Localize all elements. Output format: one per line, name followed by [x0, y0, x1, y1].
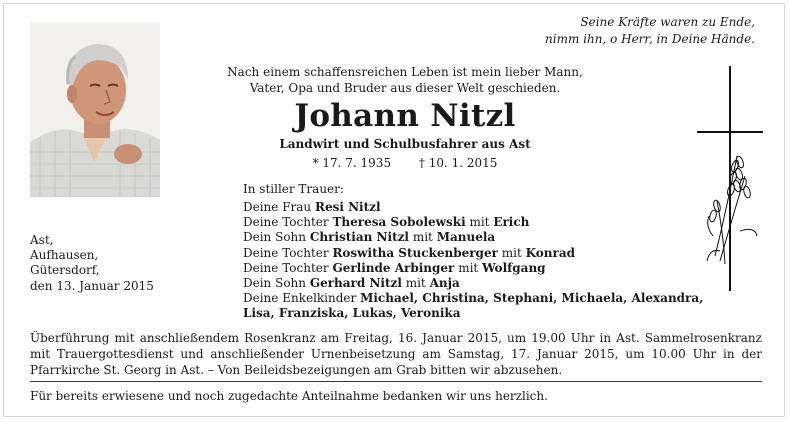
- motto-line-2: nimm ihn, o Herr, in Deine Hände.: [545, 32, 755, 46]
- intro-text: [220, 64, 590, 96]
- deceased-name: Johann Nitzl: [294, 98, 516, 134]
- survivor-row: Dein Sohn Gerhard Nitzl mit Anja: [243, 276, 460, 291]
- motto-line-1: Seine Kräfte waren zu Ende,: [580, 15, 755, 29]
- grandchildren-row: Deine Enkelkinder Michael, Christina, Stephani, Michaela, Alexandra,: [243, 291, 704, 306]
- portrait-illustration: [30, 22, 160, 197]
- survivor-row: Dein Sohn Christian Nitzl mit Manuela: [243, 230, 496, 245]
- place-line: Aufhausen,: [30, 248, 99, 263]
- portrait-photo: [30, 22, 160, 197]
- survivor-partner: Konrad: [525, 245, 575, 260]
- survivor-name: Christian Nitzl: [309, 230, 409, 245]
- survivor-name: Roswitha Stuckenberger: [332, 245, 498, 260]
- birth-date: * 17. 7. 1935: [312, 156, 392, 170]
- survivor-row: Deine Frau Resi Nitzl: [243, 200, 381, 214]
- survivor-name: Resi Nitzl: [314, 200, 381, 214]
- intro-line-2: Vater, Opa und Bruder aus dieser Welt geschieden.: [249, 81, 561, 95]
- survivor-partner: Wolfgang: [482, 260, 546, 275]
- date-line: den 13. Januar 2015: [30, 278, 154, 293]
- deceased-occupation: Landwirt und Schulbusfahrer aus Ast: [279, 137, 531, 151]
- survivor-row: Deine Tochter Roswitha Stuckenberger mit Konrad: [243, 245, 575, 260]
- grandchildren-names-1: Michael, Christina, Stephani, Michaela, Alexandra,: [360, 291, 704, 306]
- survivor-partner: Anja: [429, 276, 460, 291]
- survivor-partner: Erich: [493, 215, 530, 230]
- survivor-name: Theresa Sobolewski: [332, 215, 466, 230]
- place-line: Ast,: [30, 233, 54, 247]
- cross-with-wheat-icon: [695, 66, 765, 291]
- funeral-notice: Überführung mit anschließendem Rosenkranz am Freitag, 16. Januar 2015, um 19.00 Uhr in Ast. Sammelrosenkranz mit Trauergottesdienst und anschließender Urnenbeisetzung am Samstag, 17. Januar 2015, um 10.00 Uhr in der Pfarrkirche St. Georg in Ast. – Von Beileidsbezeigungen am Grab bitten wir abzusehen.: [30, 331, 762, 377]
- grandchildren-row-continued: [243, 306, 713, 321]
- place-and-date: [30, 233, 154, 294]
- survivors-list: [243, 200, 713, 322]
- intro-line-1: Nach einem schaffensreichen Leben ist mein lieber Mann,: [227, 65, 583, 79]
- place-line: Gütersdorf,: [30, 263, 100, 278]
- survivor-name: Gerlinde Arbinger: [332, 260, 455, 275]
- survivor-partner: Manuela: [436, 230, 496, 245]
- motto-verse: [495, 14, 755, 48]
- thanks-note: Für bereits erwiesene und noch zugedachte Anteilnahme bedanken wir uns herzlich.: [30, 389, 548, 403]
- mourning-label: In stiller Trauer:: [243, 182, 344, 196]
- survivor-row: Deine Tochter Theresa Sobolewski mit Erich: [243, 215, 530, 230]
- divider: [30, 381, 762, 382]
- survivor-row: Deine Tochter Gerlinde Arbinger mit Wolfgang: [243, 260, 546, 275]
- survivor-name: Gerhard Nitzl: [309, 276, 402, 291]
- death-date: † 10. 1. 2015: [418, 156, 498, 170]
- life-dates: [220, 155, 590, 171]
- grandchildren-names-2: Lisa, Franziska, Lukas, Veronika: [243, 306, 461, 321]
